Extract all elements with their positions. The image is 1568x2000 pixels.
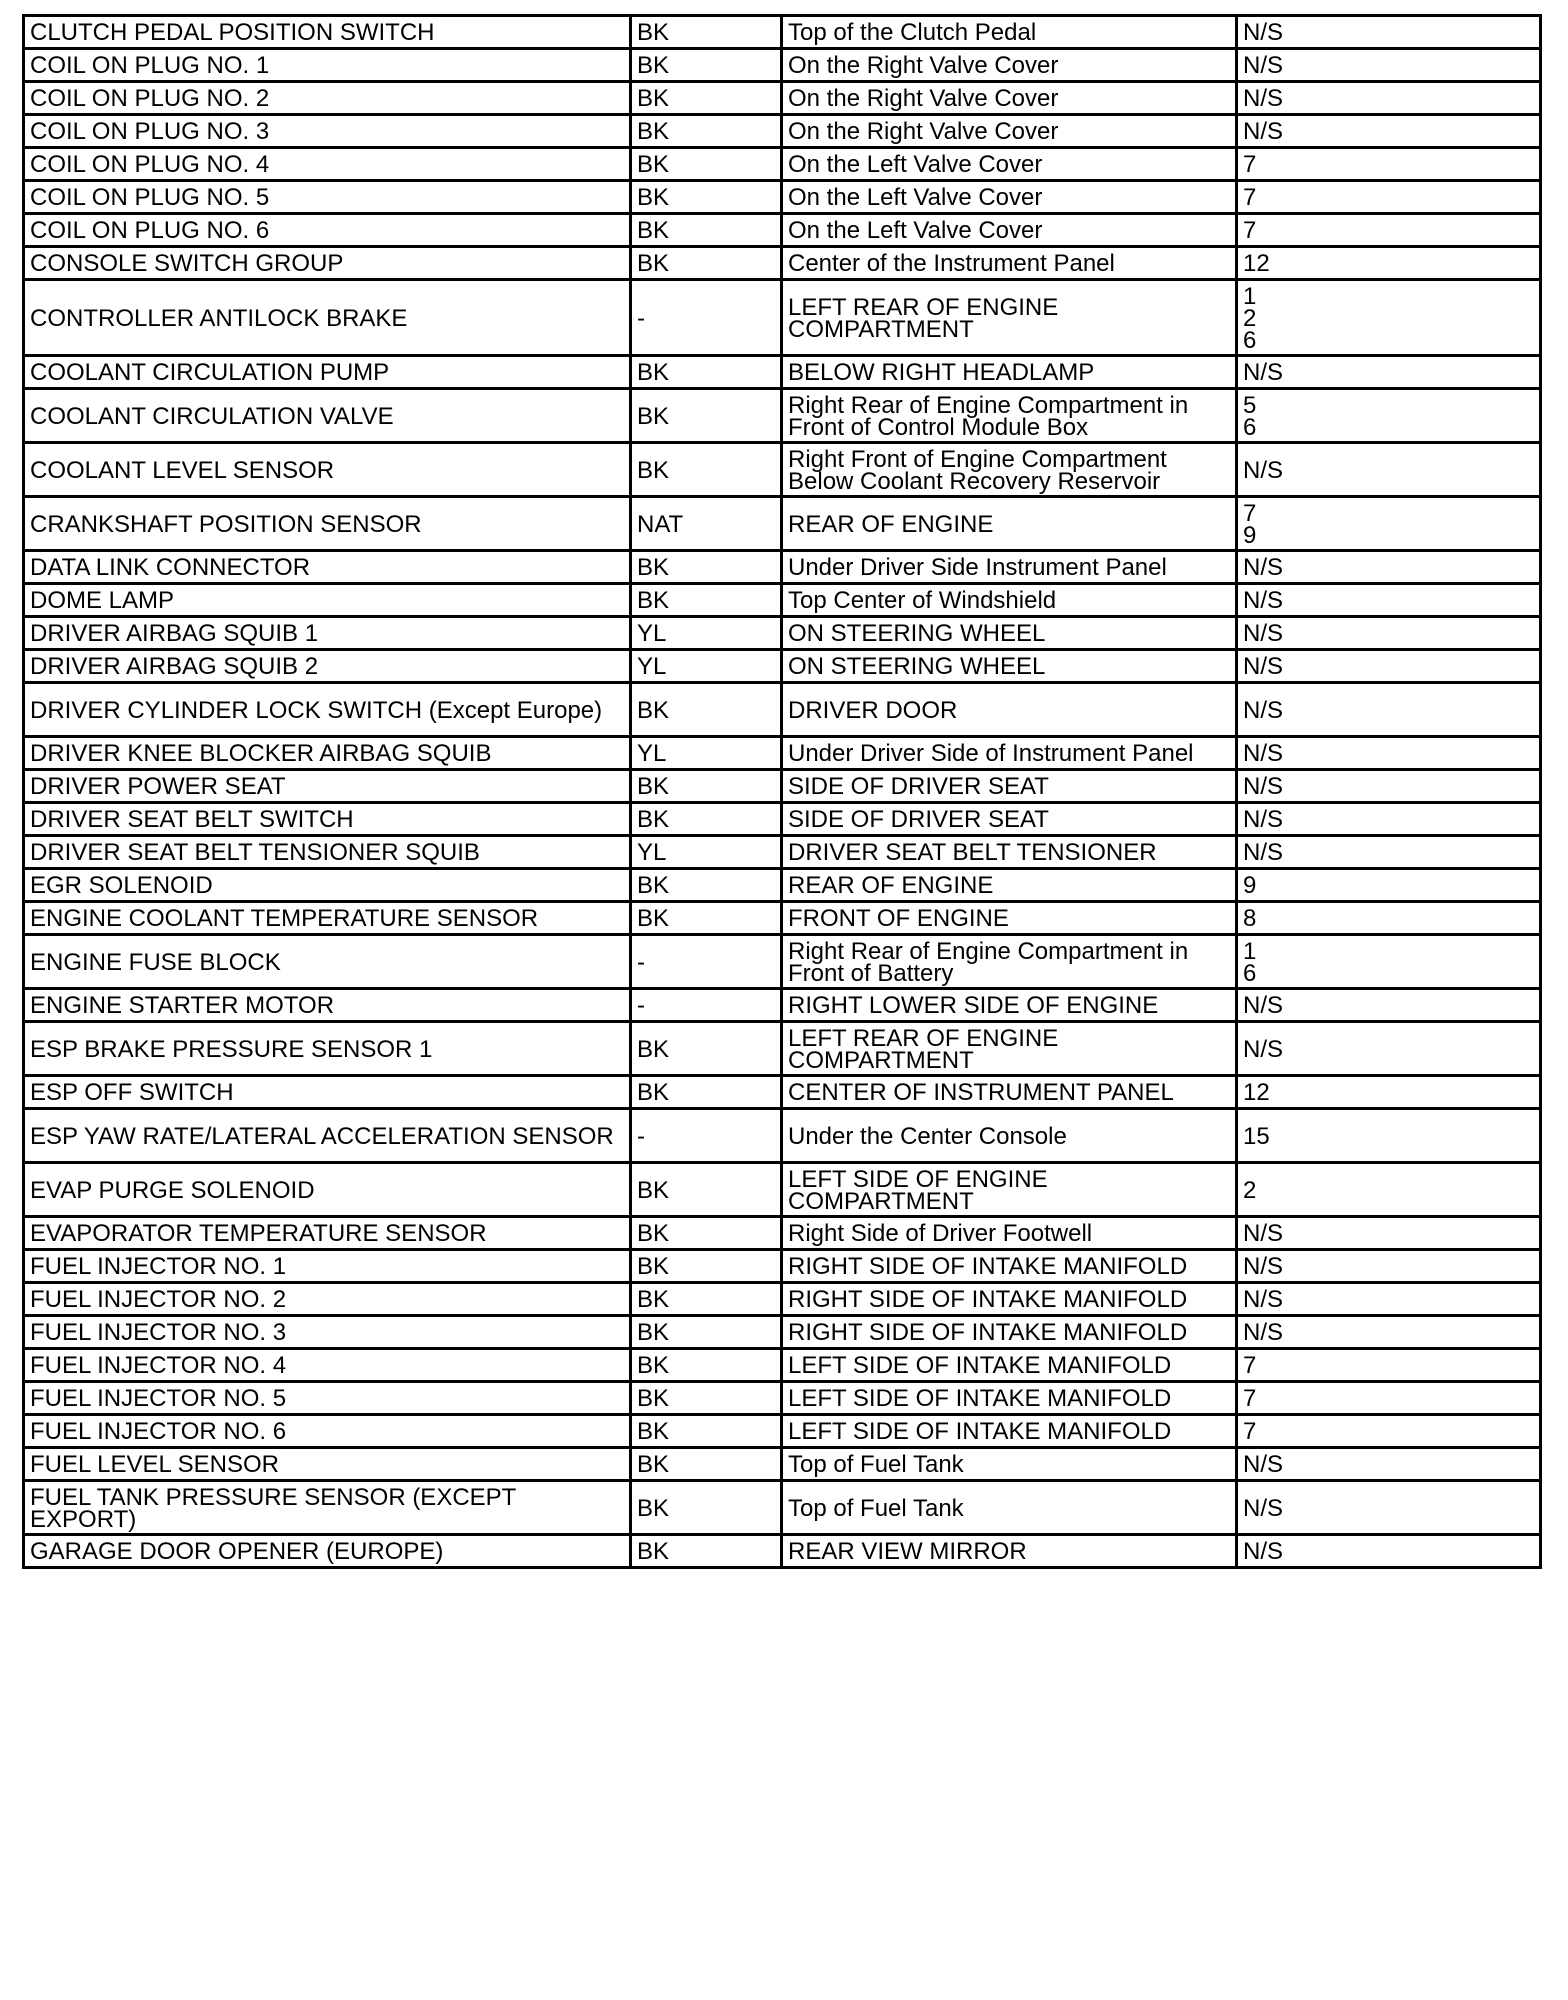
connector-name-cell: ESP YAW RATE/LATERAL ACCELERATION SENSOR: [24, 1109, 631, 1163]
connector-color-cell: BK: [631, 181, 782, 214]
connector-name-cell: COIL ON PLUG NO. 5: [24, 181, 631, 214]
connector-name-cell: FUEL INJECTOR NO. 2: [24, 1283, 631, 1316]
connector-location-cell: DRIVER SEAT BELT TENSIONER: [782, 836, 1237, 869]
connector-location-cell: FRONT OF ENGINE: [782, 902, 1237, 935]
connector-figure-cell: N/S: [1237, 1217, 1541, 1250]
table-row: [24, 935, 1541, 989]
connector-figure-cell: N/S: [1237, 16, 1541, 49]
connector-name-cell: DRIVER KNEE BLOCKER AIRBAG SQUIB: [24, 737, 631, 770]
connector-color-cell: BK: [631, 443, 782, 497]
connector-figure-cell: N/S: [1237, 650, 1541, 683]
connector-color-cell: BK: [631, 1076, 782, 1109]
connector-name-cell: ENGINE COOLANT TEMPERATURE SENSOR: [24, 902, 631, 935]
connector-name-cell: ESP BRAKE PRESSURE SENSOR 1: [24, 1022, 631, 1076]
table-row: [24, 1481, 1541, 1535]
connector-color-cell: -: [631, 1109, 782, 1163]
connector-color-cell: BK: [631, 584, 782, 617]
connector-color-cell: YL: [631, 836, 782, 869]
connector-location-cell: RIGHT SIDE OF INTAKE MANIFOLD: [782, 1316, 1237, 1349]
connector-figure-cell: [1237, 389, 1541, 443]
connector-location-cell: Center of the Instrument Panel: [782, 247, 1237, 280]
connector-name-cell: CONTROLLER ANTILOCK BRAKE: [24, 280, 631, 356]
connector-color-cell: BK: [631, 683, 782, 737]
connector-color-cell: BK: [631, 1022, 782, 1076]
connector-figure-cell: 12: [1237, 247, 1541, 280]
connector-figure-cell: N/S: [1237, 1535, 1541, 1568]
connector-color-cell: BK: [631, 1448, 782, 1481]
connector-figure-cell: N/S: [1237, 1481, 1541, 1535]
connector-figure-cell: N/S: [1237, 617, 1541, 650]
connector-name-cell: GARAGE DOOR OPENER (EUROPE): [24, 1535, 631, 1568]
table-row: [24, 115, 1541, 148]
connector-figure-cell: N/S: [1237, 836, 1541, 869]
connector-location-cell: LEFT SIDE OF INTAKE MANIFOLD: [782, 1349, 1237, 1382]
connector-location-cell: On the Left Valve Cover: [782, 214, 1237, 247]
connector-location-cell: On the Right Valve Cover: [782, 115, 1237, 148]
table-row: [24, 1283, 1541, 1316]
connector-color-cell: BK: [631, 115, 782, 148]
table-body: [24, 16, 1541, 1568]
connector-location-cell: Under Driver Side Instrument Panel: [782, 551, 1237, 584]
connector-location-cell: Right Front of Engine Compartment Below Coolant Recovery Reservoir: [782, 443, 1237, 497]
connector-color-cell: YL: [631, 737, 782, 770]
connector-color-cell: BK: [631, 551, 782, 584]
table-row: [24, 584, 1541, 617]
connector-name-cell: FUEL INJECTOR NO. 3: [24, 1316, 631, 1349]
connector-figure-cell: N/S: [1237, 1316, 1541, 1349]
connector-figure-cell: N/S: [1237, 1448, 1541, 1481]
connector-color-cell: BK: [631, 1283, 782, 1316]
connector-color-cell: BK: [631, 247, 782, 280]
connector-location-cell: BELOW RIGHT HEADLAMP: [782, 356, 1237, 389]
table-row: [24, 902, 1541, 935]
connector-location-cell: ON STEERING WHEEL: [782, 617, 1237, 650]
figure-number: 1: [1243, 282, 1257, 310]
connector-figure-cell: 7: [1237, 1349, 1541, 1382]
table-row: [24, 497, 1541, 551]
connector-name-cell: EVAPORATOR TEMPERATURE SENSOR: [24, 1217, 631, 1250]
connector-location-cell: On the Right Valve Cover: [782, 82, 1237, 115]
connector-name-cell: FUEL INJECTOR NO. 1: [24, 1250, 631, 1283]
connector-color-cell: BK: [631, 1217, 782, 1250]
connector-name-cell: FUEL LEVEL SENSOR: [24, 1448, 631, 1481]
connector-locator-page: [22, 14, 1539, 1569]
table-row: [24, 1382, 1541, 1415]
table-row: [24, 683, 1541, 737]
table-row: [24, 1217, 1541, 1250]
table-row: [24, 1076, 1541, 1109]
connector-color-cell: BK: [631, 49, 782, 82]
connector-figure-cell: N/S: [1237, 989, 1541, 1022]
connector-color-cell: BK: [631, 1382, 782, 1415]
connector-location-cell: REAR OF ENGINE: [782, 497, 1237, 551]
connector-location-cell: ON STEERING WHEEL: [782, 650, 1237, 683]
connector-color-cell: -: [631, 280, 782, 356]
connector-color-cell: BK: [631, 902, 782, 935]
connector-figure-cell: N/S: [1237, 443, 1541, 497]
figure-number: 5: [1243, 391, 1257, 419]
connector-name-cell: COOLANT LEVEL SENSOR: [24, 443, 631, 497]
table-row: [24, 803, 1541, 836]
connector-name-cell: COIL ON PLUG NO. 3: [24, 115, 631, 148]
connector-name-cell: FUEL INJECTOR NO. 5: [24, 1382, 631, 1415]
connector-figure-cell: 2: [1237, 1163, 1541, 1217]
connector-figure-cell: [1237, 935, 1541, 989]
connector-color-cell: BK: [631, 16, 782, 49]
connector-figure-cell: 8: [1237, 902, 1541, 935]
table-row: [24, 1448, 1541, 1481]
connector-color-cell: BK: [631, 214, 782, 247]
connector-name-cell: COIL ON PLUG NO. 2: [24, 82, 631, 115]
connector-name-cell: DRIVER SEAT BELT TENSIONER SQUIB: [24, 836, 631, 869]
connector-color-cell: BK: [631, 1250, 782, 1283]
table-row: [24, 770, 1541, 803]
connector-location-cell: LEFT SIDE OF INTAKE MANIFOLD: [782, 1382, 1237, 1415]
connector-location-cell: RIGHT LOWER SIDE OF ENGINE: [782, 989, 1237, 1022]
connector-name-cell: CRANKSHAFT POSITION SENSOR: [24, 497, 631, 551]
connector-figure-cell: 7: [1237, 1382, 1541, 1415]
figure-number: 6: [1243, 413, 1257, 441]
connector-location-cell: Under the Center Console: [782, 1109, 1237, 1163]
connector-figure-cell: N/S: [1237, 1283, 1541, 1316]
table-row: [24, 443, 1541, 497]
table-row: [24, 836, 1541, 869]
table-row: [24, 650, 1541, 683]
table-row: [24, 617, 1541, 650]
table-row: [24, 1250, 1541, 1283]
connector-name-cell: COOLANT CIRCULATION PUMP: [24, 356, 631, 389]
connector-location-cell: SIDE OF DRIVER SEAT: [782, 803, 1237, 836]
connector-figure-cell: N/S: [1237, 1022, 1541, 1076]
figure-number: 6: [1243, 959, 1257, 987]
connector-name-cell: COIL ON PLUG NO. 6: [24, 214, 631, 247]
connector-location-cell: Top of Fuel Tank: [782, 1448, 1237, 1481]
connector-color-cell: -: [631, 935, 782, 989]
connector-color-cell: -: [631, 989, 782, 1022]
connector-name-cell: DATA LINK CONNECTOR: [24, 551, 631, 584]
figure-number: 7: [1243, 499, 1257, 527]
connector-location-cell: Under Driver Side of Instrument Panel: [782, 737, 1237, 770]
connector-figure-cell: N/S: [1237, 683, 1541, 737]
connector-figure-cell: N/S: [1237, 1250, 1541, 1283]
connector-location-cell: Top of the Clutch Pedal: [782, 16, 1237, 49]
connector-location-cell: SIDE OF DRIVER SEAT: [782, 770, 1237, 803]
table-row: [24, 148, 1541, 181]
connector-figure-cell: N/S: [1237, 803, 1541, 836]
connector-name-cell: EVAP PURGE SOLENOID: [24, 1163, 631, 1217]
connector-name-cell: COIL ON PLUG NO. 4: [24, 148, 631, 181]
connector-location-cell: Top of Fuel Tank: [782, 1481, 1237, 1535]
connector-location-cell: REAR VIEW MIRROR: [782, 1535, 1237, 1568]
connector-location-cell: On the Left Valve Cover: [782, 181, 1237, 214]
connector-location-cell: On the Right Valve Cover: [782, 49, 1237, 82]
connector-figure-cell: 7: [1237, 181, 1541, 214]
table-row: [24, 989, 1541, 1022]
connector-color-cell: BK: [631, 82, 782, 115]
connector-color-cell: YL: [631, 650, 782, 683]
connector-name-cell: FUEL INJECTOR NO. 4: [24, 1349, 631, 1382]
connector-location-cell: LEFT REAR OF ENGINE COMPARTMENT: [782, 280, 1237, 356]
table-row: [24, 1022, 1541, 1076]
table-row: [24, 1316, 1541, 1349]
connector-name-cell: FUEL TANK PRESSURE SENSOR (EXCEPT EXPORT): [24, 1481, 631, 1535]
connector-name-cell: DRIVER AIRBAG SQUIB 2: [24, 650, 631, 683]
figure-number: 6: [1243, 326, 1257, 354]
connector-figure-cell: N/S: [1237, 770, 1541, 803]
connector-location-cell: RIGHT SIDE OF INTAKE MANIFOLD: [782, 1250, 1237, 1283]
connector-figure-cell: 12: [1237, 1076, 1541, 1109]
table-row: [24, 181, 1541, 214]
connector-location-cell: Top Center of Windshield: [782, 584, 1237, 617]
connector-color-cell: BK: [631, 1349, 782, 1382]
connector-location-cell: Right Rear of Engine Compartment in Front of Control Module Box: [782, 389, 1237, 443]
connector-figure-cell: 7: [1237, 1415, 1541, 1448]
connector-figure-cell: N/S: [1237, 49, 1541, 82]
connector-location-cell: Right Rear of Engine Compartment in Front of Battery: [782, 935, 1237, 989]
connector-name-cell: ESP OFF SWITCH: [24, 1076, 631, 1109]
table-row: [24, 551, 1541, 584]
connector-color-cell: NAT: [631, 497, 782, 551]
figure-number: 9: [1243, 521, 1257, 549]
table-row: [24, 16, 1541, 49]
table-row: [24, 869, 1541, 902]
connector-location-cell: LEFT SIDE OF INTAKE MANIFOLD: [782, 1415, 1237, 1448]
connector-name-cell: FUEL INJECTOR NO. 6: [24, 1415, 631, 1448]
connector-location-cell: DRIVER DOOR: [782, 683, 1237, 737]
connector-location-cell: On the Left Valve Cover: [782, 148, 1237, 181]
figure-number: 2: [1243, 304, 1257, 332]
connector-figure-cell: 7: [1237, 148, 1541, 181]
connector-location-table: [22, 14, 1542, 1569]
connector-name-cell: ENGINE FUSE BLOCK: [24, 935, 631, 989]
connector-name-cell: DOME LAMP: [24, 584, 631, 617]
connector-name-cell: DRIVER SEAT BELT SWITCH: [24, 803, 631, 836]
table-row: [24, 389, 1541, 443]
connector-color-cell: BK: [631, 770, 782, 803]
table-row: [24, 356, 1541, 389]
connector-location-cell: Right Side of Driver Footwell: [782, 1217, 1237, 1250]
connector-figure-cell: N/S: [1237, 584, 1541, 617]
connector-name-cell: DRIVER CYLINDER LOCK SWITCH (Except Europe): [24, 683, 631, 737]
connector-name-cell: ENGINE STARTER MOTOR: [24, 989, 631, 1022]
table-row: [24, 82, 1541, 115]
connector-figure-cell: [1237, 497, 1541, 551]
connector-name-cell: CLUTCH PEDAL POSITION SWITCH: [24, 16, 631, 49]
connector-color-cell: BK: [631, 148, 782, 181]
figure-number: 1: [1243, 937, 1257, 965]
connector-name-cell: COOLANT CIRCULATION VALVE: [24, 389, 631, 443]
table-row: [24, 737, 1541, 770]
connector-name-cell: CONSOLE SWITCH GROUP: [24, 247, 631, 280]
connector-color-cell: BK: [631, 1535, 782, 1568]
table-row: [24, 1415, 1541, 1448]
connector-name-cell: EGR SOLENOID: [24, 869, 631, 902]
connector-color-cell: BK: [631, 803, 782, 836]
table-row: [24, 214, 1541, 247]
connector-location-cell: LEFT SIDE OF ENGINE COMPARTMENT: [782, 1163, 1237, 1217]
connector-figure-cell: N/S: [1237, 356, 1541, 389]
connector-name-cell: COIL ON PLUG NO. 1: [24, 49, 631, 82]
connector-figure-cell: N/S: [1237, 82, 1541, 115]
connector-name-cell: DRIVER POWER SEAT: [24, 770, 631, 803]
connector-figure-cell: 15: [1237, 1109, 1541, 1163]
connector-location-cell: RIGHT SIDE OF INTAKE MANIFOLD: [782, 1283, 1237, 1316]
connector-color-cell: BK: [631, 1415, 782, 1448]
connector-location-cell: CENTER OF INSTRUMENT PANEL: [782, 1076, 1237, 1109]
connector-color-cell: BK: [631, 1163, 782, 1217]
connector-color-cell: BK: [631, 1481, 782, 1535]
connector-location-cell: REAR OF ENGINE: [782, 869, 1237, 902]
connector-figure-cell: N/S: [1237, 115, 1541, 148]
table-row: [24, 1349, 1541, 1382]
connector-figure-cell: [1237, 280, 1541, 356]
connector-color-cell: BK: [631, 1316, 782, 1349]
connector-color-cell: BK: [631, 869, 782, 902]
table-row: [24, 49, 1541, 82]
connector-color-cell: BK: [631, 356, 782, 389]
connector-figure-cell: N/S: [1237, 737, 1541, 770]
table-row: [24, 1163, 1541, 1217]
connector-name-cell: DRIVER AIRBAG SQUIB 1: [24, 617, 631, 650]
table-row: [24, 1109, 1541, 1163]
connector-color-cell: YL: [631, 617, 782, 650]
connector-figure-cell: N/S: [1237, 551, 1541, 584]
table-row: [24, 280, 1541, 356]
connector-location-cell: LEFT REAR OF ENGINE COMPARTMENT: [782, 1022, 1237, 1076]
connector-figure-cell: 7: [1237, 214, 1541, 247]
connector-color-cell: BK: [631, 389, 782, 443]
table-row: [24, 1535, 1541, 1568]
table-row: [24, 247, 1541, 280]
connector-figure-cell: 9: [1237, 869, 1541, 902]
